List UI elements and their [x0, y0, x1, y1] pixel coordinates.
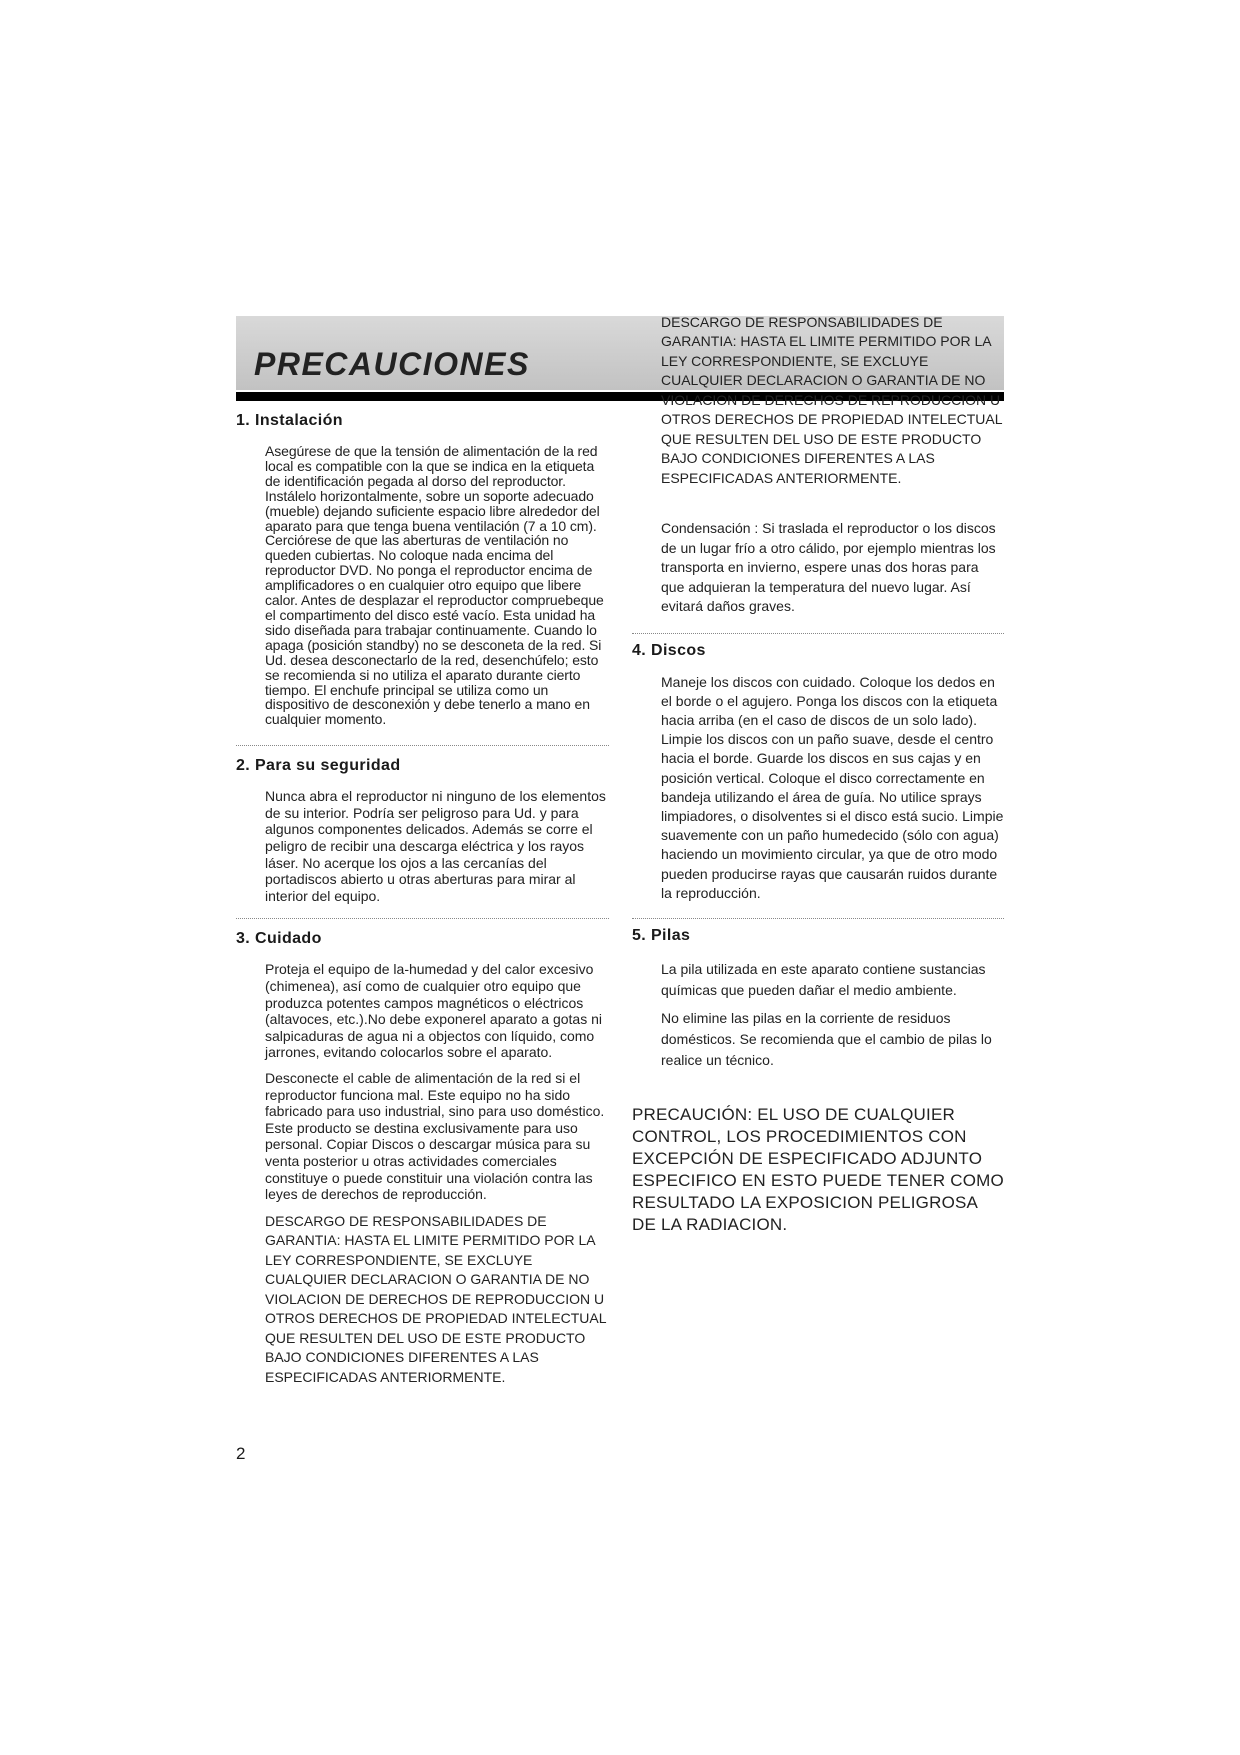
section-separator: [632, 633, 1004, 634]
condensacion-body: Condensación : Si traslada el reproductor o los discos de un lugar frío a otro cálido, por ejemplo mientras los transporta en invierno, espere unas dos horas para que adquieran la temperatura del nuevo lugar. Así evitará daños graves.: [661, 520, 996, 614]
section-separator: [236, 918, 609, 919]
page-number: 2: [236, 1444, 246, 1463]
pilas-body-2: No elimine las pilas en la corriente de residuos domésticos. Se recomienda que el cambio de pilas lo realice un técnico.: [661, 1009, 992, 1068]
cuidado-body-1: Proteja el equipo de la-humedad y del calor excesivo (chimenea), así como de cualquier otro equipo que produzca potentes campos magnéticos o eléctricos (altavoces, etc.).No debe exponerel aparato a gotas ni salpicaduras de agua ni a objectos con líquido, como jarrones, evitando colocarlos sobre el aparato.: [265, 961, 602, 1061]
section-title-discos: 4. Discos: [632, 641, 706, 659]
cuidado-body-3-continued: [632, 313, 1004, 510]
cuidado-body-3: DESCARGO DE RESPONSABILIDADES DE GARANTIA: HASTA EL LIMITE PERMITIDO POR LA LEY CORRESPONDIENTE, SE EXCLUYE CUALQUIER DECLARACION O GARANTIA DE NO VIOLACION DE DERECHOS DE REPRODUCCION U OTROS DERECHOS DE PROPIEDAD INTELECTUAL QUE RESULTEN DEL USO DE ESTE PRODUCTO BAJO CONDICIONES DIFERENTES A LAS ESPECIFICADAS ANTERIORMENTE.: [265, 1212, 606, 1385]
right-column: [632, 313, 1004, 1253]
disclaimer-continuation-text: DESCARGO DE RESPONSABILIDADES DE GARANTIA: HASTA EL LIMITE PERMITIDO POR LA LEY CORRESPONDIENTE, SE EXCLUYE CUALQUIER DECLARACION O GARANTIA DE NO VIOLACION DE DERECHOS DE REPRODUCCION U OTROS DERECHOS DE PROPIEDAD INTELECTUAL QUE RESULTEN DEL USO DE ESTE PRODUCTO BAJO CONDICIONES DIFERENTES A LAS ESPECIFICADAS ANTERIORMENTE.: [661, 313, 1002, 486]
section-separator: [632, 918, 1004, 919]
instalacion-body: Asegúrese de que la tensión de alimentación de la red local es compatible con la que se indica en la etiqueta de identificación pegada al dorso del reproductor. Instálelo horizontalmente, sobre un soporte adecuado (mueble) dejando suficiente espacio libre alrededor del aparato para que tenga buena ventilación (7 a 10 cm). Cerciórese de que las aberturas de ventilación no queden cubiertas. No coloque nada encima del reproductor DVD. No ponga el reproductor encima de amplificadores o en cualquier otro equipo que libere calor. Antes de desplazar el reproductor compruebeque el compartimento del disco esté vacío. Esta unidad ha sido diseñada para trabajar continuamente. Cuando lo apaga (posición standby) no se desconeta de la red. Si Ud. desea desconectarlo de la red, desenchúfelo; esto se recomienda si no utiliza el aparato durante cierto tiempo. El enchufe principal se utiliza como un dispositivo de desconexión y debe tenerlo a mano en cualquier momento.: [265, 443, 604, 728]
section-title-seguridad: 2. Para su seguridad: [236, 757, 401, 775]
cuidado-body-2: Desconecte el cable de alimentación de la red si el reproductor funciona mal. Este equipo no ha sido fabricado para uso industrial, sino para uso doméstico. Este producto se destina exclusivamente para uso personal. Copiar Discos o descargar música para su venta posterior u otras actividades comerciales constituye o puede constituir una violación contra las leyes de derechos de reproducción.: [265, 1069, 605, 1203]
section-title-cuidado: 3. Cuidado: [236, 930, 322, 948]
seguridad-body: Nunca abra el reproductor ni ninguno de los elementos de su interior. Podría ser peligroso para Ud. y para algunos componentes delicados. Además se corre el peligro de recibir una descarga eléctrica y los rayos láser. No acerque los ojos a las cercanías del portadiscos abierto u otras aberturas para mirar al interior del equipo.: [265, 788, 606, 904]
left-column: [236, 410, 609, 1385]
page-title: PRECAUCIONES: [254, 346, 530, 382]
section-separator: [236, 745, 609, 746]
radiation-warning: PRECAUCIÓN: EL USO DE CUALQUIER CONTROL, LOS PROCEDIMIENTOS CON EXCEPCIÓN DE ESPECIFICADO ADJUNTO ESPECIFICO EN ESTO PUEDE TENER COMO RESULTADO LA EXPOSICION PELIGROSA DE LA RADIACION.: [632, 1104, 1004, 1234]
section-title-pilas: 5. Pilas: [632, 926, 691, 944]
section-title-instalacion: 1. Instalación: [236, 412, 343, 429]
discos-body: Maneje los discos con cuidado. Coloque los dedos en el borde o el agujero. Ponga los discos con la etiqueta hacia arriba (en el caso de discos de un solo lado). Limpie los discos con un paño suave, desde el centro hacia el borde. Guarde los discos en sus cajas y en posición vertical. Coloque el disco correctamente en bandeja utilizando el área de guía. No utilice sprays limpiadores, o disolventes si el disco está sucio. Limpie suavemente con un paño humedecido (sólo con agua) haciendo un movimiento circular, ya que de otro modo pueden producirse rayas que causarán ruidos durante la reproducción.: [661, 673, 1004, 901]
pilas-body-1: La pila utilizada en este aparato contiene sustancias químicas que pueden dañar el medio ambiente.: [661, 960, 986, 998]
